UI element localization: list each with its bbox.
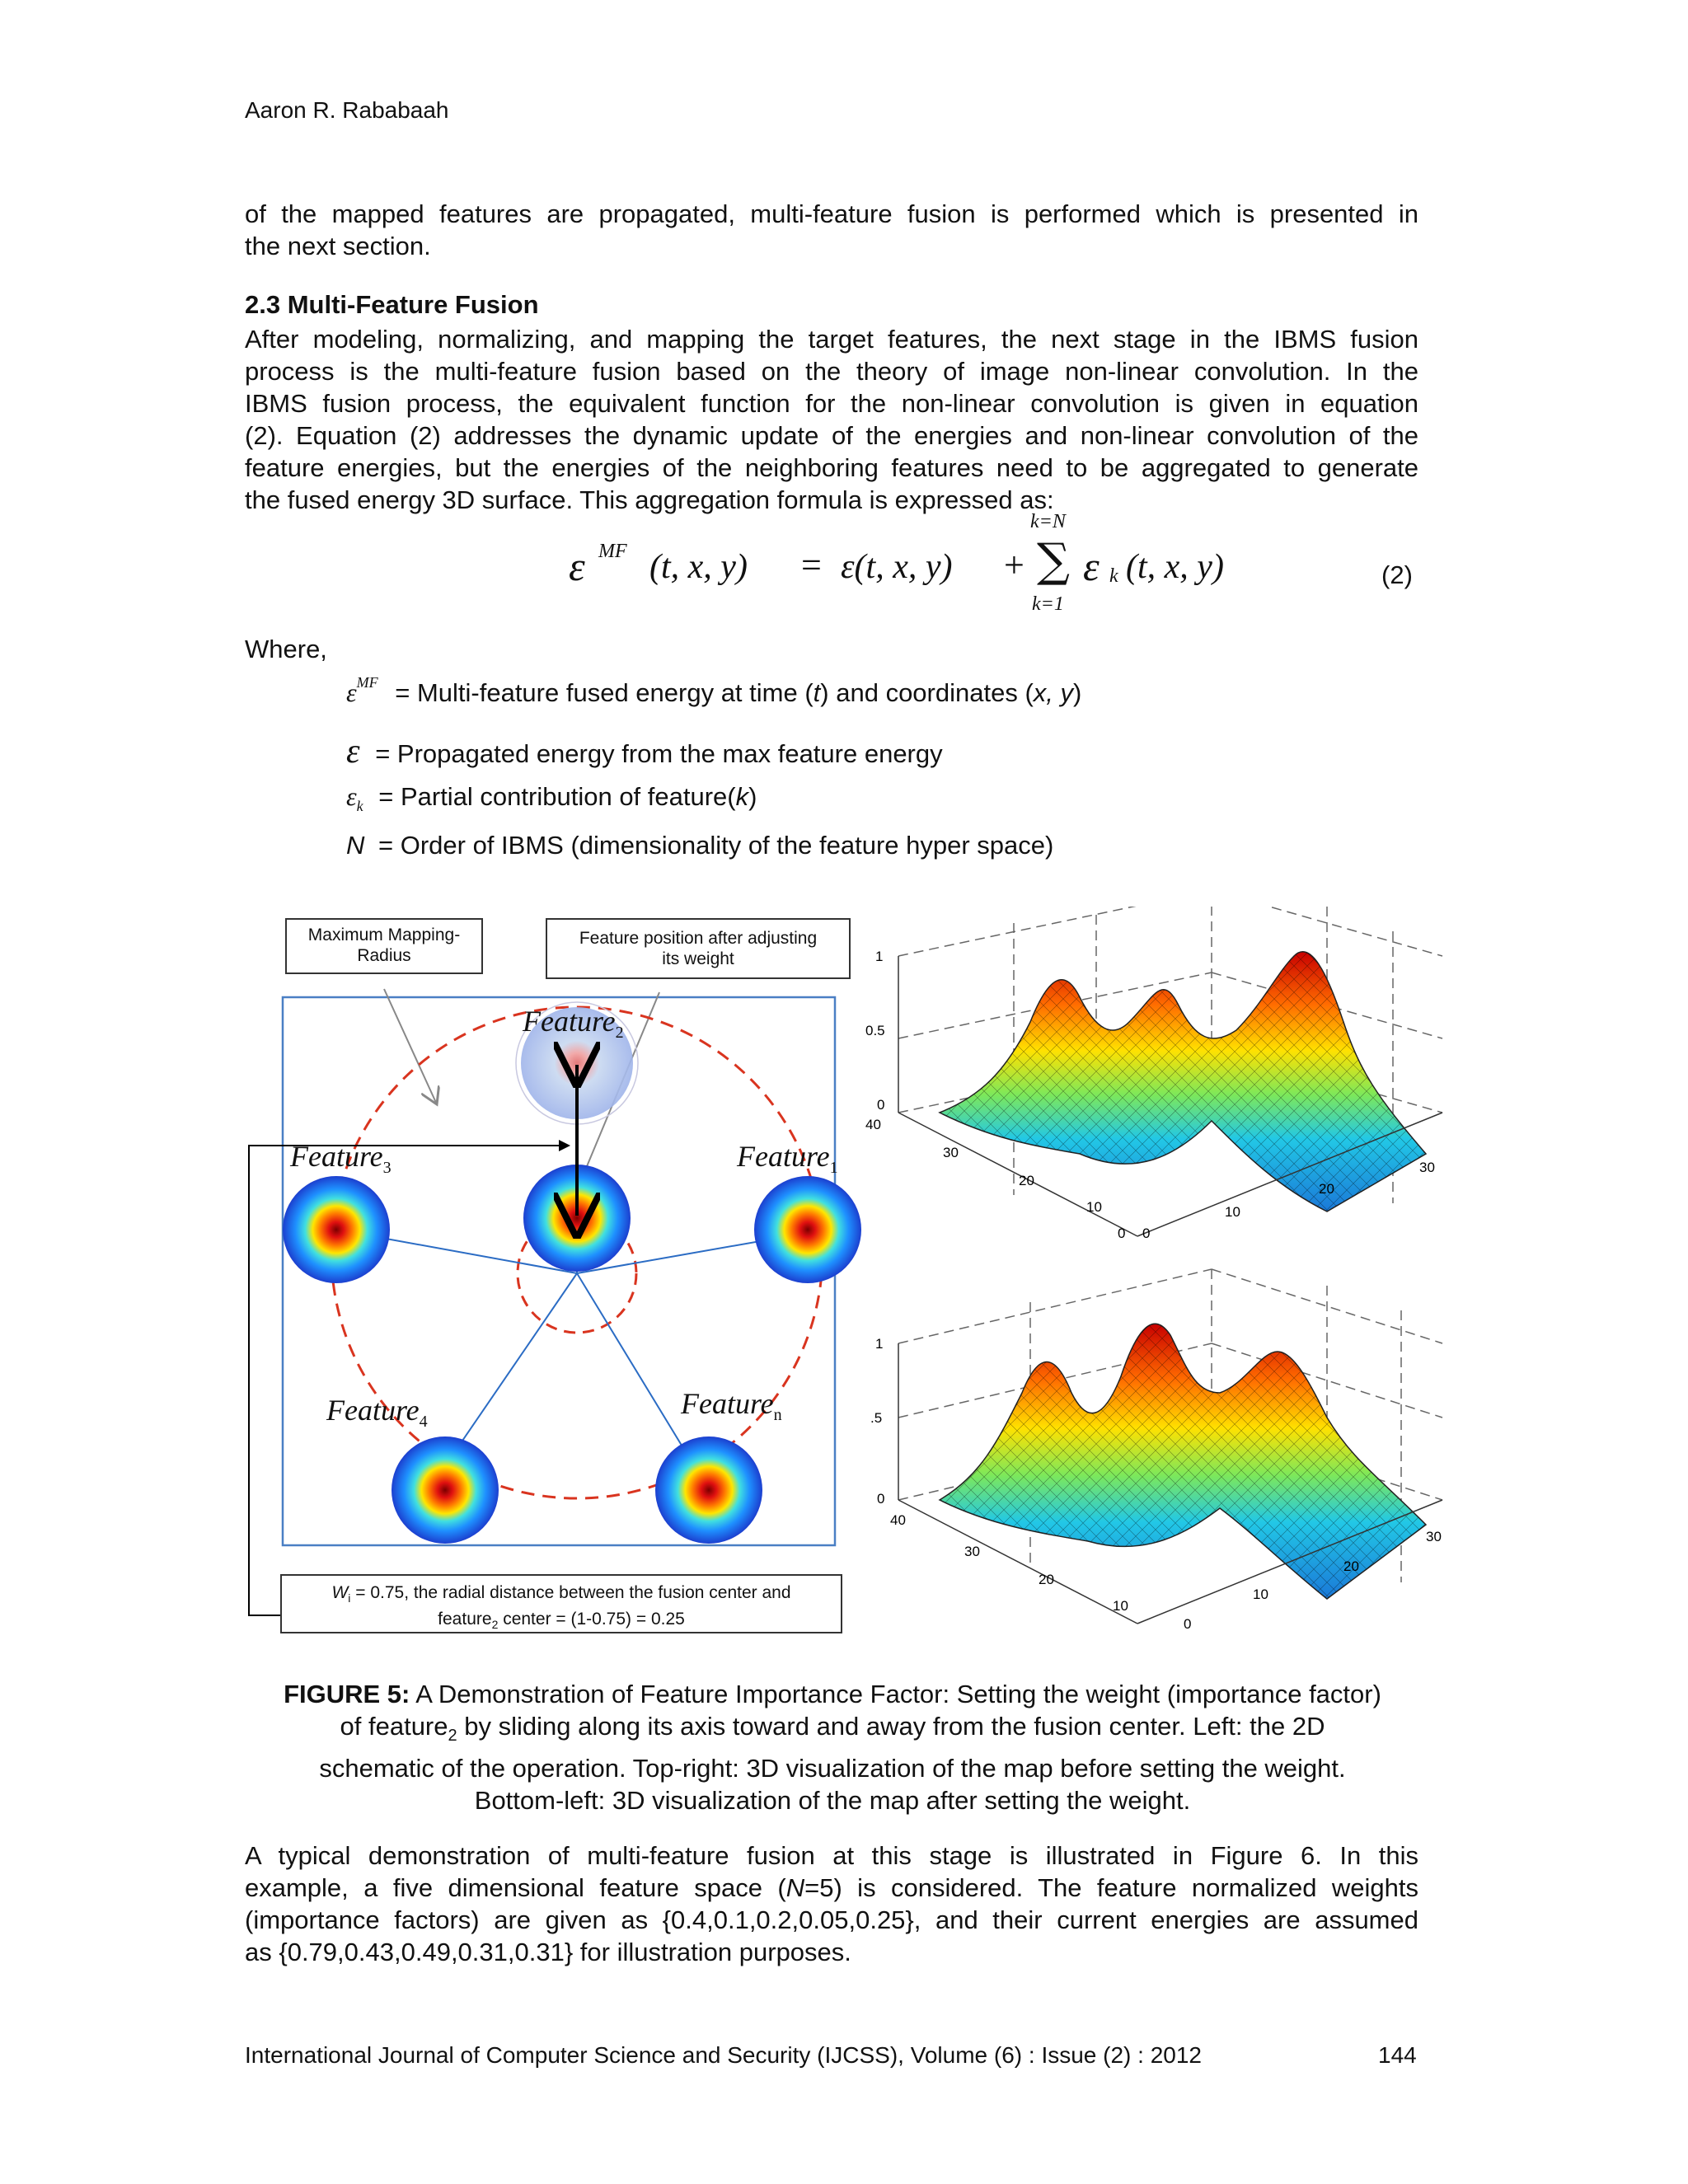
z-tick: 1 [875, 1336, 884, 1352]
weight-callout-line: $W_i = 0.75$, the radial distance between the fusion center and [331, 1583, 791, 1605]
where-label: Where, [245, 635, 327, 663]
intro-paragraph [245, 198, 1418, 262]
y-tick: 40 [890, 1512, 906, 1528]
caption-line: of feature$_2$ by sliding along its axis toward and away from the fusion center. Left: the 2D [340, 1712, 1325, 1746]
z-tick: 1 [875, 949, 884, 964]
section-line: IBMS fusion process, the equivalent function for the non-linear convolution is given in equation [245, 389, 1418, 418]
closing-line: as {0.79,0.43,0.49,0.31,0.31} for illustration purposes. [245, 1938, 851, 1966]
feature-position-callout: Feature position after adjusting its weight [546, 918, 851, 979]
eq-lhs-superscript: MF [598, 541, 627, 562]
def-symbol: N [346, 831, 365, 860]
caption-line: Bottom-left: 3D visualization of the map after setting the weight. [474, 1786, 1191, 1816]
def-text: = Partial contribution of feature( [378, 782, 736, 811]
intro-line: of the mapped features are propagated, multi-feature fusion is performed which is presented in [245, 199, 1418, 228]
closing-paragraph [245, 1840, 1418, 1968]
def-text: ) [1073, 678, 1082, 707]
equation-number: (2) [1381, 560, 1413, 589]
y-tick: 30 [964, 1544, 980, 1559]
section-paragraph [245, 323, 1418, 516]
eq-rhs-args: (t, x, y) [1126, 548, 1224, 586]
equation-2 [569, 511, 1261, 626]
max-radius-callout: Maximum Mapping- Radius [285, 918, 483, 974]
def-subscript: k [356, 798, 363, 815]
section-heading: 2.3 Multi-Feature Fusion [245, 290, 539, 319]
section-line: the fused energy 3D surface. This aggregation formula is expressed as: [245, 485, 1054, 514]
definition-row [346, 732, 943, 771]
x-tick: 20 [1343, 1558, 1359, 1574]
footer-page-number: 144 [1378, 2042, 1417, 2068]
def-text: = Propagated energy from the max feature energy [375, 739, 943, 768]
section-line: (2). Equation (2) addresses the dynamic update of the energies and non-linear convolution of the [245, 421, 1418, 450]
caption-line: schematic of the operation. Top-right: 3D visualization of the map before setting the weight. [319, 1754, 1346, 1783]
surface-plot-after [865, 1253, 1451, 1632]
def-symbol: ε [346, 781, 357, 811]
featuren-label: Feature$_n$ [681, 1387, 782, 1425]
z-tick: 0.5 [865, 1023, 885, 1038]
z-tick: 0 [877, 1097, 885, 1113]
eq-rhs-symbol: ε [1083, 543, 1100, 589]
eq-lhs-symbol: ε [569, 543, 585, 589]
y-tick: 40 [865, 1117, 881, 1132]
feature1-label: Feature$_1$ [737, 1140, 838, 1178]
feature3-blob [283, 1176, 390, 1283]
x-tick: 0 [1184, 1616, 1192, 1632]
feature3-label: Feature$_3$ [290, 1140, 392, 1178]
eq-lhs-args: (t, x, y) [649, 548, 748, 586]
y-tick: 10 [1113, 1598, 1128, 1614]
feature4-label: Feature$_4$ [326, 1394, 428, 1432]
footer-journal: International Journal of Computer Science and Security (IJCSS), Volume (6) : Issue (2) : 2012 [245, 2042, 1203, 2068]
def-italic: k [735, 782, 749, 811]
x-tick: 30 [1426, 1529, 1442, 1544]
eq-plus: + [1004, 545, 1025, 585]
x-tick: 30 [1419, 1160, 1435, 1175]
closing-line: A typical demonstration of multi-feature fusion at this stage is illustrated in Figure 6. In this [245, 1841, 1418, 1870]
def-symbol: ε [346, 677, 357, 707]
def-text: ) and coordinates ( [820, 678, 1034, 707]
figure-caption [239, 1678, 1426, 1816]
feature2-label: Feature$_2$ [523, 1005, 624, 1043]
radius-pointer [384, 989, 437, 1104]
z-tick: .5 [870, 1410, 883, 1426]
weight-callout-line: feature$_2$ center = (1-0.75) = 0.25 [438, 1610, 685, 1632]
z-tick: 0 [877, 1491, 885, 1507]
def-text: ) [748, 782, 757, 811]
figure-5 [239, 907, 1451, 1632]
closing-line: (importance factors) are given as {0.4,0.1,0.2,0.05,0.25}, and their current energies are assumed [245, 1905, 1418, 1934]
eq-sum-top: k=N [1030, 511, 1066, 532]
def-italic: t [813, 678, 821, 707]
intro-line: the next section. [245, 232, 431, 260]
x-tick: 0 [1142, 1226, 1151, 1241]
def-symbol: ε [346, 733, 360, 771]
eq-mid: ε(t, x, y) [841, 548, 953, 586]
eq-rhs-subscript: k [1109, 565, 1118, 587]
x-tick: 10 [1225, 1204, 1240, 1220]
y-tick: 20 [1039, 1572, 1054, 1587]
def-superscript: MF [356, 673, 378, 691]
x-tick: 10 [1253, 1586, 1268, 1602]
section-line: After modeling, normalizing, and mapping the target features, the next stage in the IBMS fusion [245, 325, 1418, 354]
closing-line: example, a five dimensional feature space (N=5) is considered. The feature normalized weights [245, 1873, 1418, 1902]
y-tick: 30 [943, 1145, 959, 1160]
caption-line: FIGURE 5: A Demonstration of Feature Importance Factor: Setting the weight (importance factor) [284, 1680, 1381, 1708]
feature4-blob [392, 1436, 499, 1544]
def-text: = Order of IBMS (dimensionality of the feature hyper space) [378, 831, 1054, 860]
def-text: = Multi-feature fused energy at time ( [395, 678, 814, 707]
y-tick: 10 [1086, 1199, 1102, 1215]
section-line: process is the multi-feature fusion based on the theory of image non-linear convolution. In the [245, 357, 1418, 386]
definition-row [346, 781, 757, 815]
surface-plot-before [865, 907, 1451, 1261]
eq-sum-sign: ∑ [1037, 534, 1070, 588]
eq-equals: = [801, 545, 822, 585]
x-tick: 20 [1319, 1181, 1334, 1197]
featuren-blob [655, 1436, 762, 1544]
section-line: feature energies, but the energies of the neighboring features need to be aggregated to generate [245, 453, 1418, 482]
feature1-blob [754, 1176, 861, 1283]
def-italic: x, y [1033, 678, 1074, 707]
y-tick: 20 [1019, 1173, 1034, 1188]
definition-row [346, 831, 1053, 860]
weight-callout [280, 1574, 842, 1633]
eq-sum-bottom: k=1 [1032, 593, 1064, 615]
running-header: Aaron R. Rababaah [245, 97, 449, 123]
definition-row [346, 673, 1082, 708]
y-tick: 0 [1118, 1226, 1126, 1241]
